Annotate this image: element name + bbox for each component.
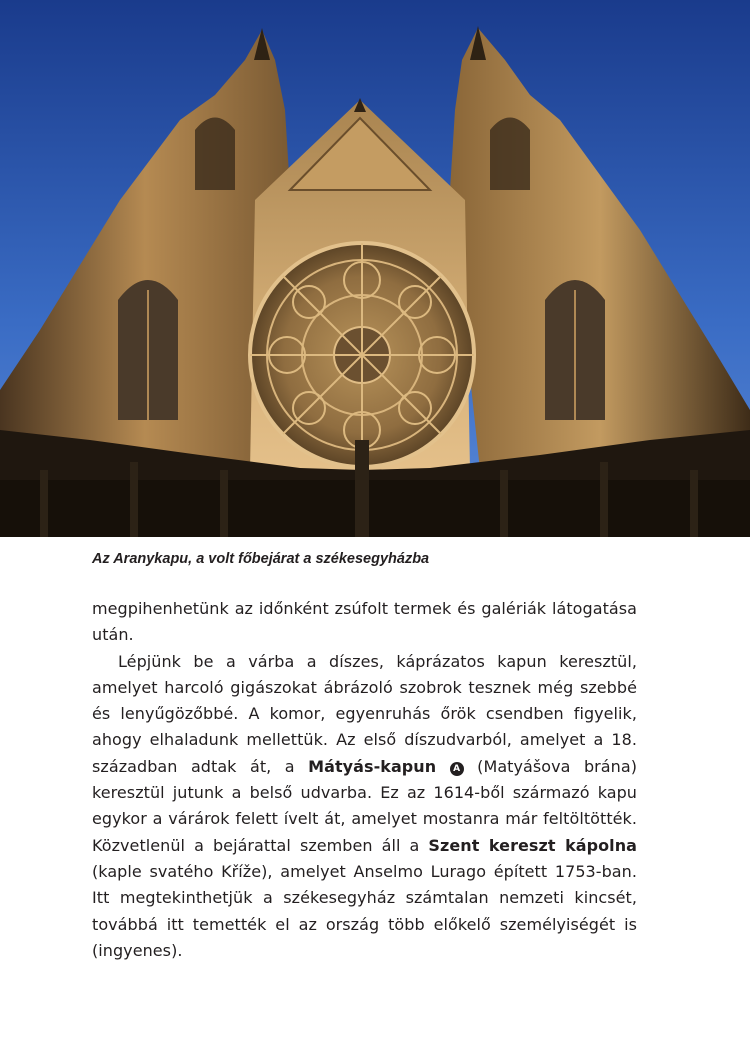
paragraph-2-part-2: (Matyášova brána) keresztül jutunk a belső udvarba. Ez az 1614-ből származó kapu egykor a várárok felett ívelt át, amelyet mostanra már feltöltötték. Közvetlenül a bejárattal szemben áll a bbox=[92, 756, 637, 855]
photo-caption: Az Aranykapu, a volt főbejárat a székesegyházba bbox=[92, 551, 430, 567]
szent-kereszt-kapolna-term: Szent kereszt kápolna bbox=[428, 835, 637, 855]
body-text bbox=[92, 596, 637, 964]
paragraph-2 bbox=[92, 649, 637, 965]
paragraph-1: megpihenhetünk az időnként zsúfolt termek és galériák látogatása után. bbox=[92, 599, 637, 645]
map-marker-a-icon: A bbox=[450, 762, 464, 776]
paragraph-2-part-3: (kaple svatého Kříže), amelyet Anselmo Lurago épített 1753-ban. Itt megtekinthetjük a székesegyház számtalan nemzeti kincsét, továbbá itt temették el az ország több előkelő személyiségét is (ingyenes). bbox=[92, 861, 637, 960]
matyas-kapun-term: Mátyás-kapun bbox=[308, 756, 437, 776]
paragraph-2-part-1: Lépjünk be a várba a díszes, káprázatos kapun keresztül, amelyet harcoló gigászokat ábrázoló szobrok tesznek még szebbé és lenyűgözőbbé. A komor, egyenruhás őrök csendben figyelik, ahogy elhaladunk mellettük. Az első díszudvarból, amelyet a 18. században adtak át, a bbox=[92, 651, 637, 776]
